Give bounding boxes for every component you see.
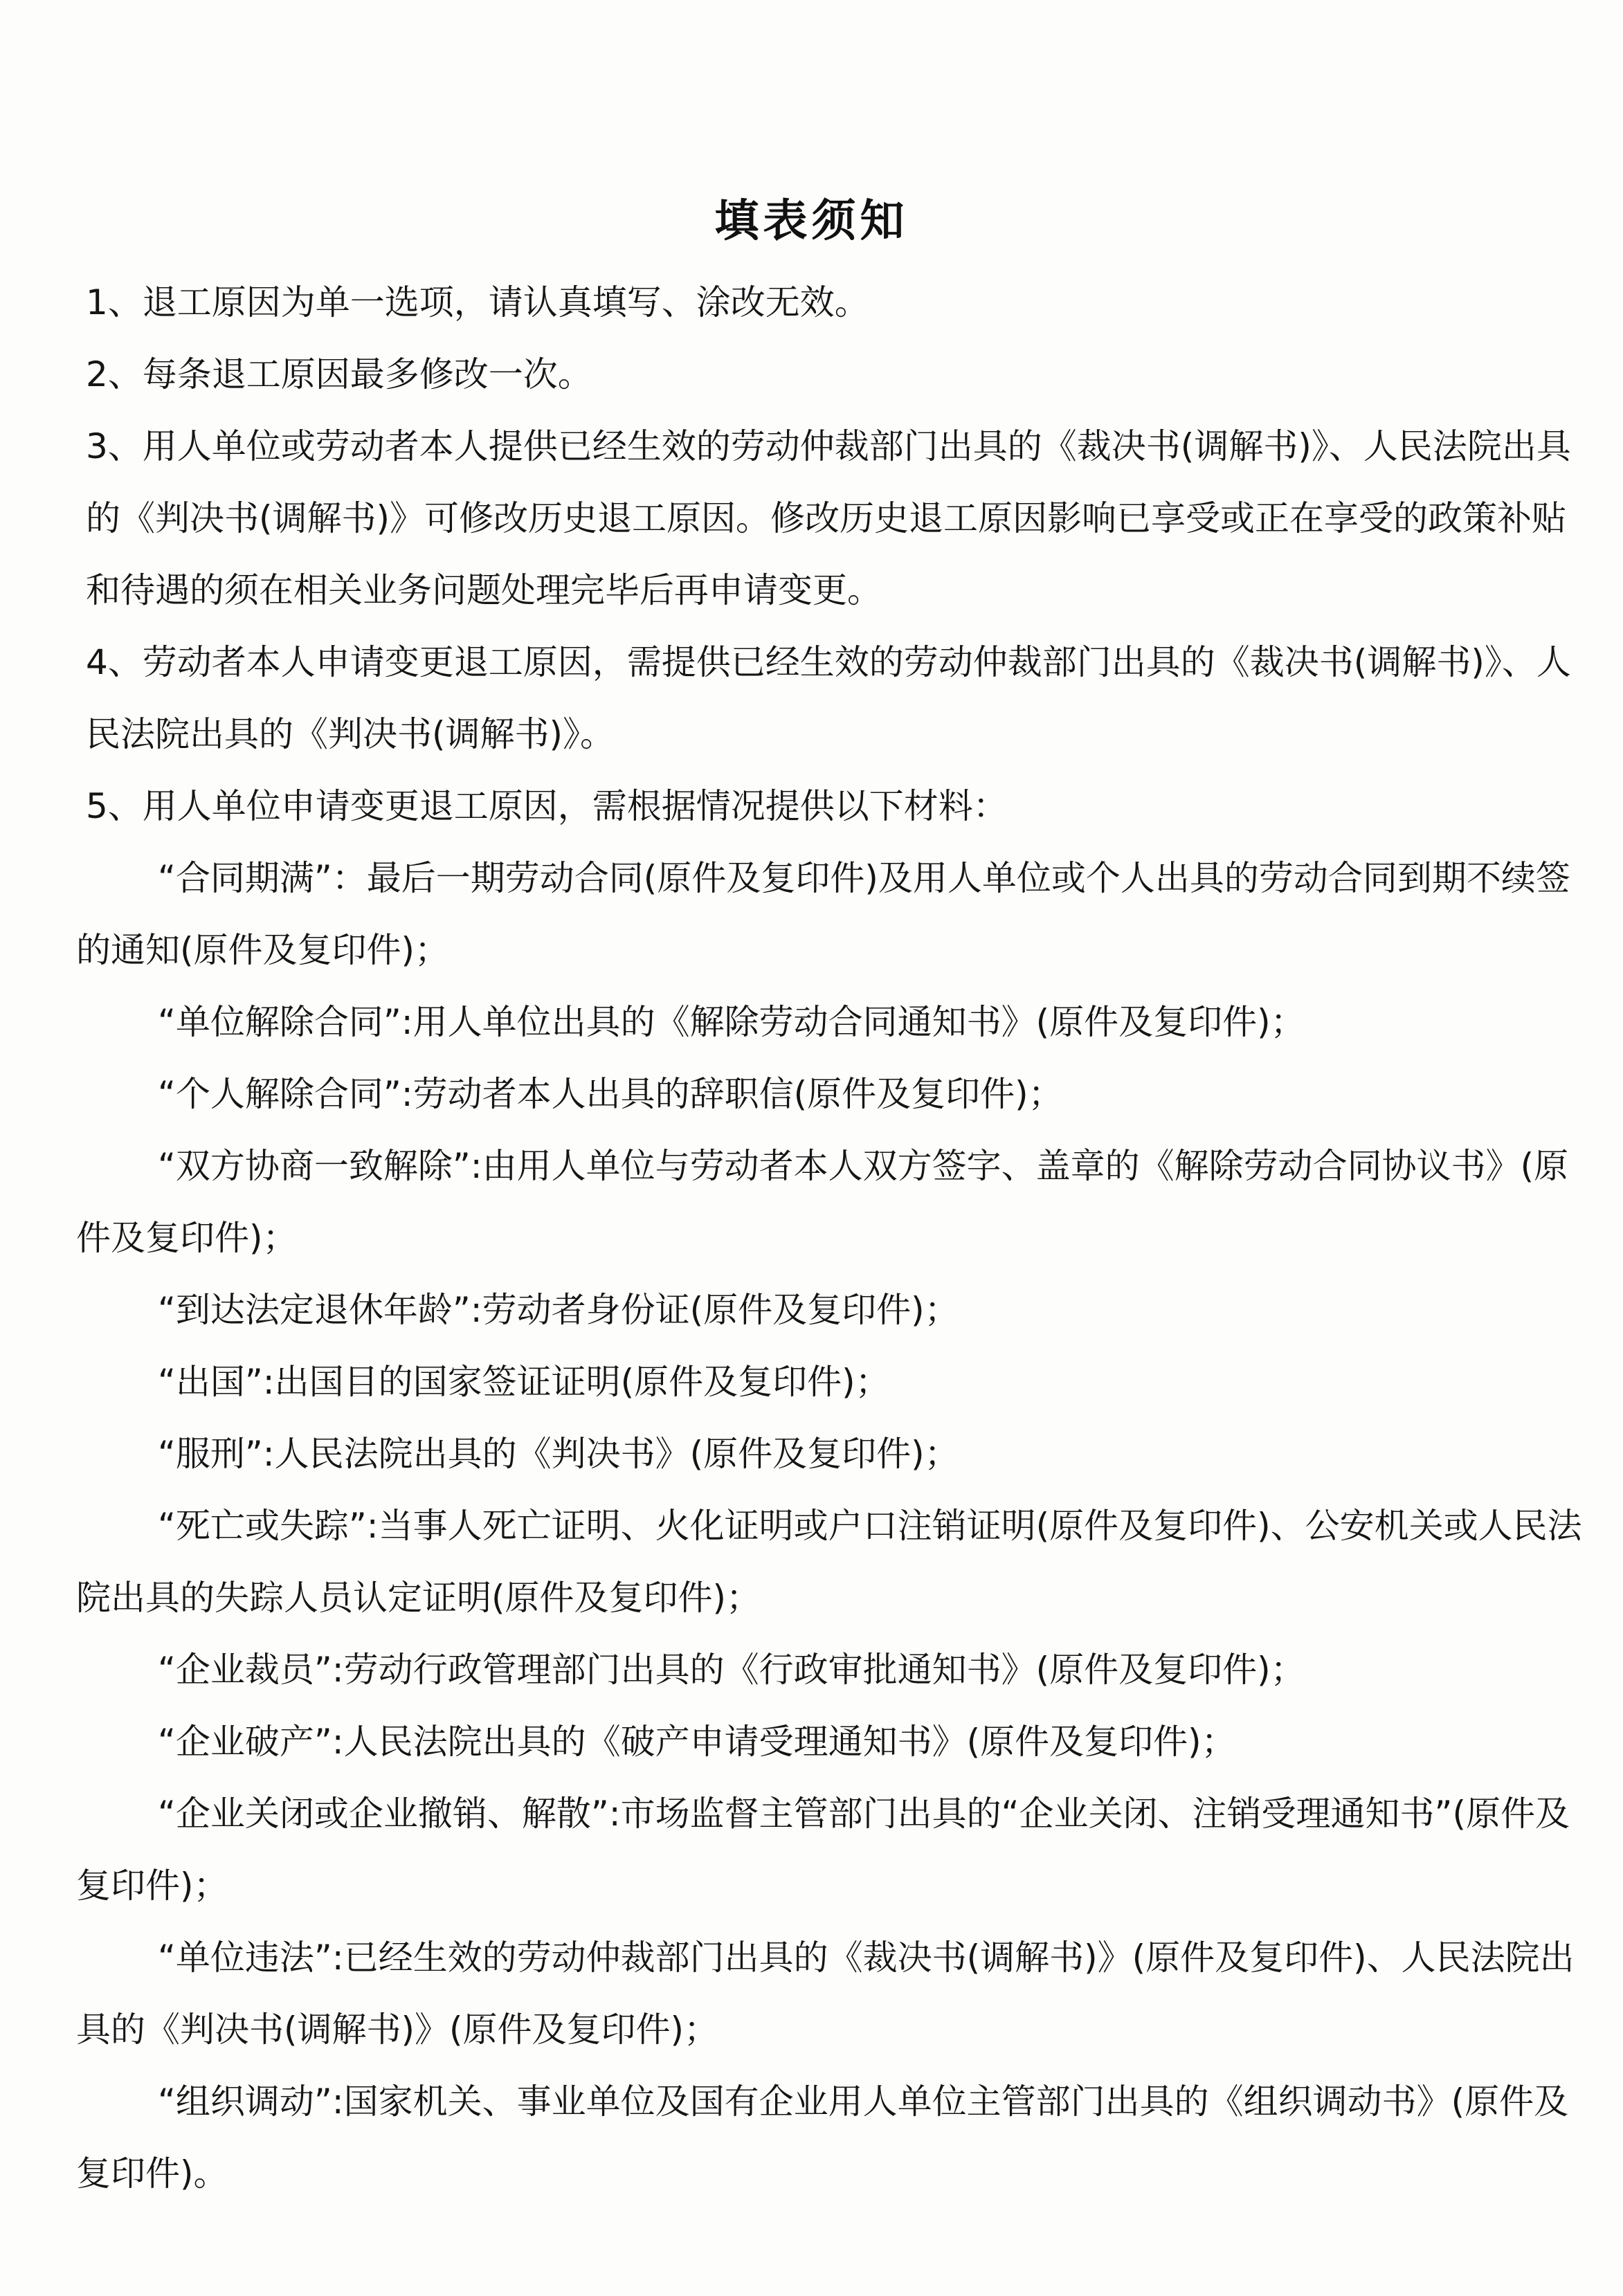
material-employee-termination: “个人解除合同”:劳动者本人出具的辞职信(原件及复印件)；: [158, 1074, 1063, 1114]
instructions-body: [76, 266, 1585, 2210]
material-retirement-age: “到达法定退休年龄”:劳动者身份证(原件及复印件)；: [158, 1290, 959, 1330]
material-bankruptcy: “企业破产”:人民法院出具的《破产申请受理通知书》(原件及复印件)；: [158, 1722, 1236, 1762]
instruction-item-4: 4、劳动者本人申请变更退工原因，需提供已经生效的劳动仲裁部门出具的《裁决书(调解书)》、人民法院出具的《判决书(调解书)》。: [86, 642, 1571, 754]
material-layoff: “企业裁员”:劳动行政管理部门出具的《行政审批通知书》(原件及复印件)；: [158, 1650, 1305, 1690]
material-mutual-termination: “双方协商一致解除”:由用人单位与劳动者本人双方签字、盖章的《解除劳动合同协议书》(原件及复印件)；: [76, 1146, 1569, 1258]
material-going-abroad: “出国”:出国目的国家签证证明(原件及复印件)；: [158, 1362, 890, 1402]
material-employer-violation: “单位违法”:已经生效的劳动仲裁部门出具的《裁决书(调解书)》(原件及复印件)、人民法院出具的《判决书(调解书)》(原件及复印件)；: [76, 1938, 1575, 2050]
instruction-item-5: 5、用人单位申请变更退工原因，需根据情况提供以下材料：: [86, 786, 1008, 826]
document-title: 填表须知: [714, 196, 909, 247]
material-organizational-transfer: “组织调动”:国家机关、事业单位及国有企业用人单位主管部门出具的《组织调动书》(原件及复印件)。: [76, 2081, 1569, 2194]
instruction-item-3: 3、用人单位或劳动者本人提供已经生效的劳动仲裁部门出具的《裁决书(调解书)》、人民法院出具的《判决书(调解书)》可修改历史退工原因。修改历史退工原因影响已享受或正在享受的政策补贴和待遇的须在相关业务问题处理完毕后再申请变更。: [86, 426, 1571, 610]
instruction-item-1: 1、退工原因为单一选项，请认真填写、涂改无效。: [86, 282, 869, 322]
instruction-item-2: 2、每条退工原因最多修改一次。: [86, 354, 592, 394]
material-imprisonment: “服刑”:人民法院出具的《判决书》(原件及复印件)；: [158, 1434, 959, 1474]
material-closure-dissolution: “企业关闭或企业撤销、解散”:市场监督主管部门出具的“企业关闭、注销受理通知书”(原件及复印件)；: [76, 1794, 1570, 1906]
material-contract-expiry: “合同期满”：最后一期劳动合同(原件及复印件)及用人单位或个人出具的劳动合同到期不续签的通知(原件及复印件)；: [76, 858, 1570, 970]
material-death-or-missing: “死亡或失踪”:当事人死亡证明、火化证明或户口注销证明(原件及复印件)、公安机关或人民法院出具的失踪人员认定证明(原件及复印件)；: [76, 1506, 1582, 1618]
material-employer-termination: “单位解除合同”:用人单位出具的《解除劳动合同通知书》(原件及复印件)；: [158, 1002, 1305, 1042]
